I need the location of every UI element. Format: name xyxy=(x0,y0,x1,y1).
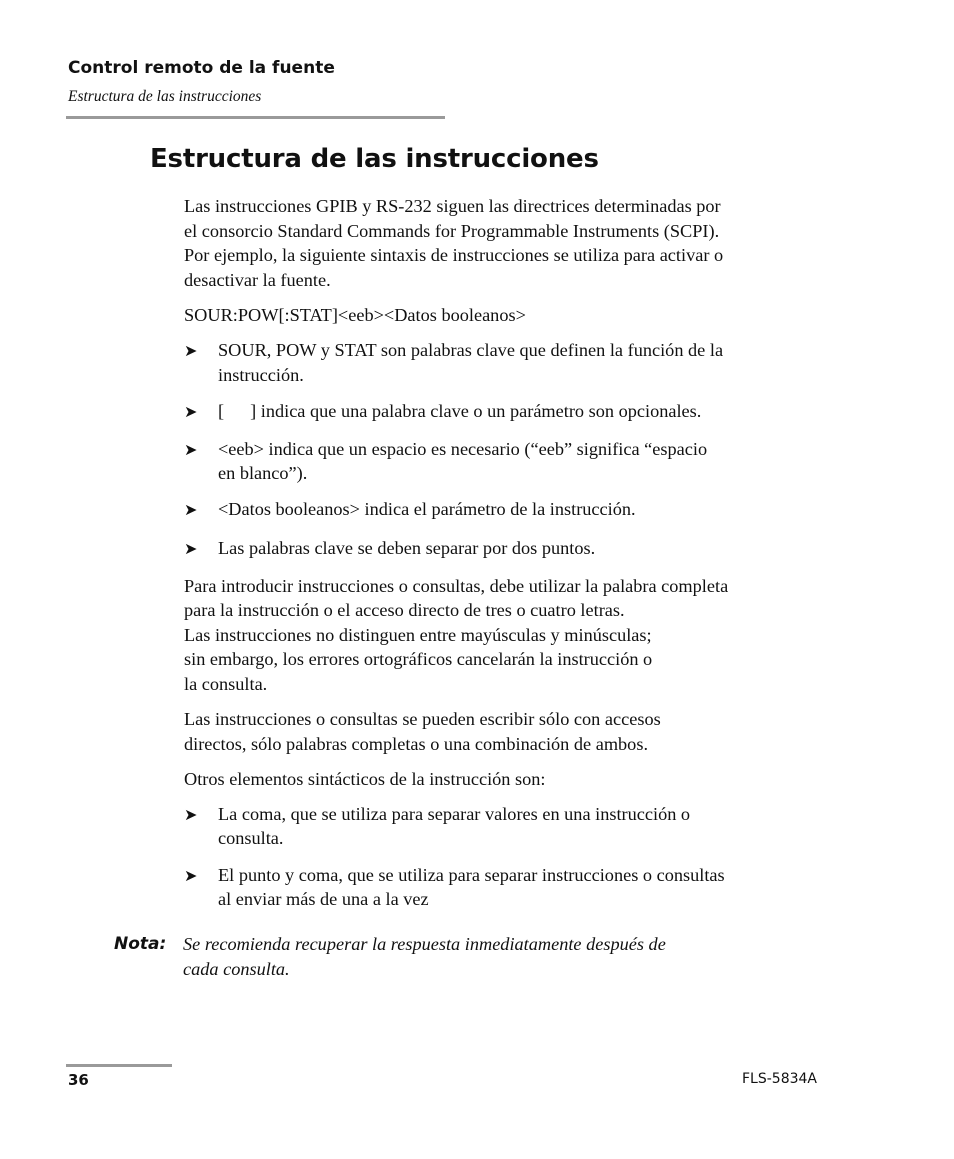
arrow-bullet-icon: ➤ xyxy=(184,806,198,824)
intro-paragraph xyxy=(184,194,824,292)
text-line: Las palabras clave se deben separar por dos puntos. xyxy=(218,537,596,558)
bracket-description: ] indica que una palabra clave o un parámetro son opcionales. xyxy=(250,400,702,421)
note-block xyxy=(114,932,814,982)
text-line: cada consulta. xyxy=(183,959,290,979)
header-divider xyxy=(66,116,445,119)
page-number: 36 xyxy=(68,1071,89,1089)
note-text xyxy=(183,932,666,982)
text-line: <Datos booleanos> indica el parámetro de la instrucción. xyxy=(218,499,636,520)
text-line: <eeb> indica que un espacio es necesario (“eeb” significa “espacio xyxy=(218,438,708,459)
running-header-chapter: Control remoto de la fuente xyxy=(68,58,335,78)
list-item xyxy=(184,863,824,912)
text-line: el consorcio Standard Commands for Programmable Instruments (SCPI). xyxy=(184,220,720,241)
writing-paragraph xyxy=(184,707,824,756)
text-line: en blanco”). xyxy=(218,463,308,484)
list-item xyxy=(184,399,824,426)
text-line: directos, sólo palabras completas o una combinación de ambos. xyxy=(184,733,649,754)
list-item-text xyxy=(218,536,824,563)
text-line: Por ejemplo, la siguiente sintaxis de instrucciones se utiliza para activar o xyxy=(184,245,724,266)
list-item xyxy=(184,497,824,524)
list-item-text xyxy=(218,497,824,524)
arrow-bullet-icon: ➤ xyxy=(184,867,198,885)
list-item-text xyxy=(218,399,824,426)
text-line: SOUR, POW y STAT son palabras clave que definen la función de la xyxy=(218,339,724,360)
list-item-text xyxy=(218,338,824,387)
list-item xyxy=(184,338,824,387)
main-content xyxy=(184,194,824,923)
list-item-text xyxy=(218,437,824,486)
list-item xyxy=(184,802,824,851)
bracket-open: [ xyxy=(218,400,225,421)
syntax-bullet-list xyxy=(184,338,824,562)
text-line: Para introducir instrucciones o consultas, debe utilizar la palabra completa xyxy=(184,575,729,596)
text-line: para la instrucción o el acceso directo de tres o cuatro letras. xyxy=(184,600,625,621)
text-line: desactivar la fuente. xyxy=(184,269,331,290)
text-line: la consulta. xyxy=(184,674,268,694)
note-label: Nota: xyxy=(114,934,167,954)
text-line: al enviar más de una a la vez xyxy=(218,889,429,910)
arrow-bullet-icon: ➤ xyxy=(184,441,198,459)
list-item xyxy=(184,437,824,486)
text-line: sin embargo, los errores ortográficos cancelarán la instrucción o xyxy=(184,649,653,670)
list-item xyxy=(184,536,824,563)
page-title: Estructura de las instrucciones xyxy=(150,144,599,174)
document-code: FLS-5834A xyxy=(742,1071,817,1087)
text-line: instrucción. xyxy=(218,364,304,385)
separator-bullet-list xyxy=(184,802,824,912)
running-header-section: Estructura de las instrucciones xyxy=(68,88,262,105)
list-item-text xyxy=(218,863,824,912)
text-line: El punto y coma, que se utiliza para separar instrucciones o consultas xyxy=(218,864,725,885)
text-line: Las instrucciones no distinguen entre mayúsculas y minúsculas; xyxy=(184,624,652,645)
text-line: La coma, que se utiliza para separar valores en una instrucción o xyxy=(218,803,691,824)
text-line: consulta. xyxy=(218,828,284,849)
footer-divider xyxy=(66,1064,172,1067)
arrow-bullet-icon: ➤ xyxy=(184,403,198,421)
list-item-text xyxy=(218,802,824,851)
text-line: Se recomienda recuperar la respuesta inmediatamente después de xyxy=(183,934,666,954)
arrow-bullet-icon: ➤ xyxy=(184,342,198,360)
arrow-bullet-icon: ➤ xyxy=(184,540,198,558)
input-paragraph xyxy=(184,574,824,697)
syntax-example: SOUR:POW[:STAT]<eeb><Datos booleanos> xyxy=(184,304,526,325)
text-line: Las instrucciones o consultas se pueden escribir sólo con accesos xyxy=(184,709,661,730)
arrow-bullet-icon: ➤ xyxy=(184,502,198,520)
other-elements-paragraph: Otros elementos sintácticos de la instrucción son: xyxy=(184,768,546,789)
text-line: Las instrucciones GPIB y RS-232 siguen las directrices determinadas por xyxy=(184,196,721,216)
